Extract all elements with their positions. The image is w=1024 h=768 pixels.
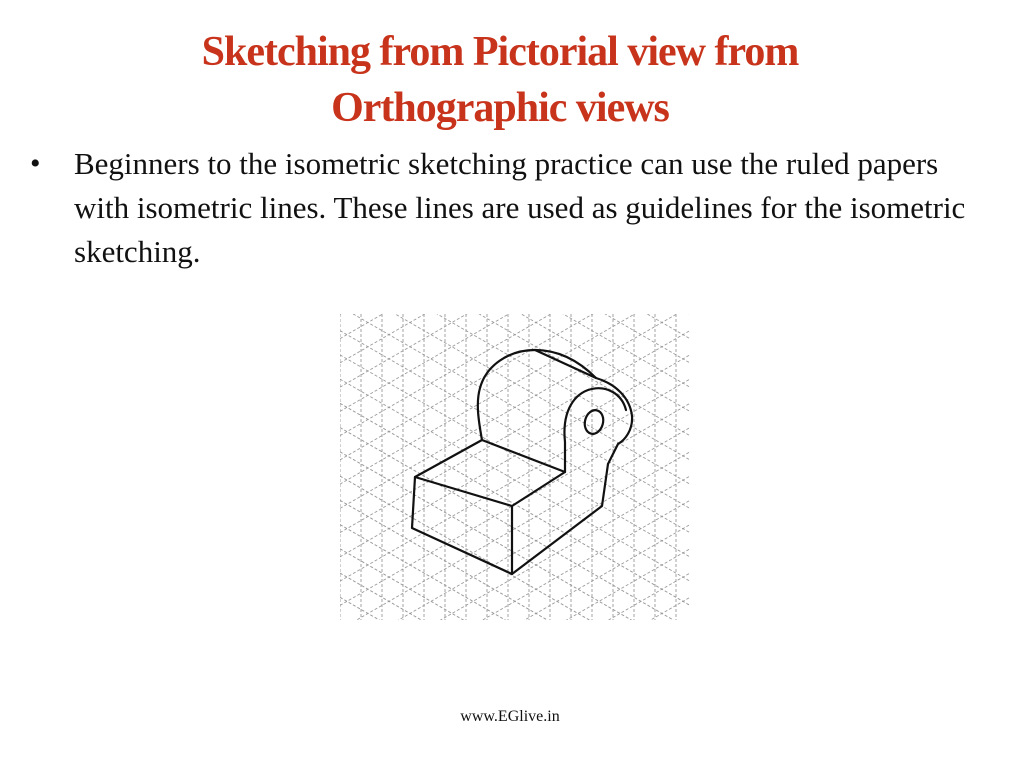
grid-line — [340, 549, 690, 620]
grid-line — [340, 314, 690, 411]
grid-line — [340, 597, 690, 620]
upright-front-face — [564, 388, 626, 472]
grid-line — [340, 314, 690, 363]
bullet-marker: • — [30, 147, 41, 180]
grid-line — [340, 476, 690, 620]
bullet-list — [30, 142, 990, 274]
grid-line — [340, 500, 690, 620]
grid-line — [340, 314, 690, 411]
grid-line — [340, 314, 690, 363]
grid-line — [340, 314, 690, 460]
title-line-1: Sketching from Pictorial view from — [201, 29, 799, 75]
grid-line — [340, 549, 690, 620]
slide-title — [60, 24, 940, 136]
grid-line — [340, 314, 690, 387]
isometric-sketch-figure — [340, 314, 690, 620]
bullet-item — [30, 142, 990, 274]
footer-website: www.EGlive.in — [460, 708, 560, 725]
grid-line — [340, 573, 690, 620]
grid-line — [340, 452, 690, 620]
grid-line — [340, 573, 690, 620]
grid-line — [340, 314, 690, 484]
grid-line — [340, 314, 690, 508]
grid-line — [340, 476, 690, 620]
grid-line — [340, 597, 690, 620]
grid-line — [340, 314, 690, 508]
title-line-2: Orthographic views — [331, 85, 669, 131]
grid-line — [340, 428, 690, 620]
base-top-face — [415, 440, 565, 506]
grid-line — [340, 314, 690, 484]
upright-hole — [582, 408, 606, 436]
grid-line — [340, 314, 690, 387]
bullet-text: Beginners to the isometric sketching practice can use the ruled papers with isometric lines. These lines are used as guidelines for the isometric sketching. — [74, 146, 966, 269]
isometric-grid — [340, 314, 690, 620]
grid-line — [340, 500, 690, 620]
grid-line — [340, 452, 690, 620]
grid-line — [340, 428, 690, 620]
grid-line — [340, 314, 690, 460]
base-right-edge — [512, 464, 608, 574]
